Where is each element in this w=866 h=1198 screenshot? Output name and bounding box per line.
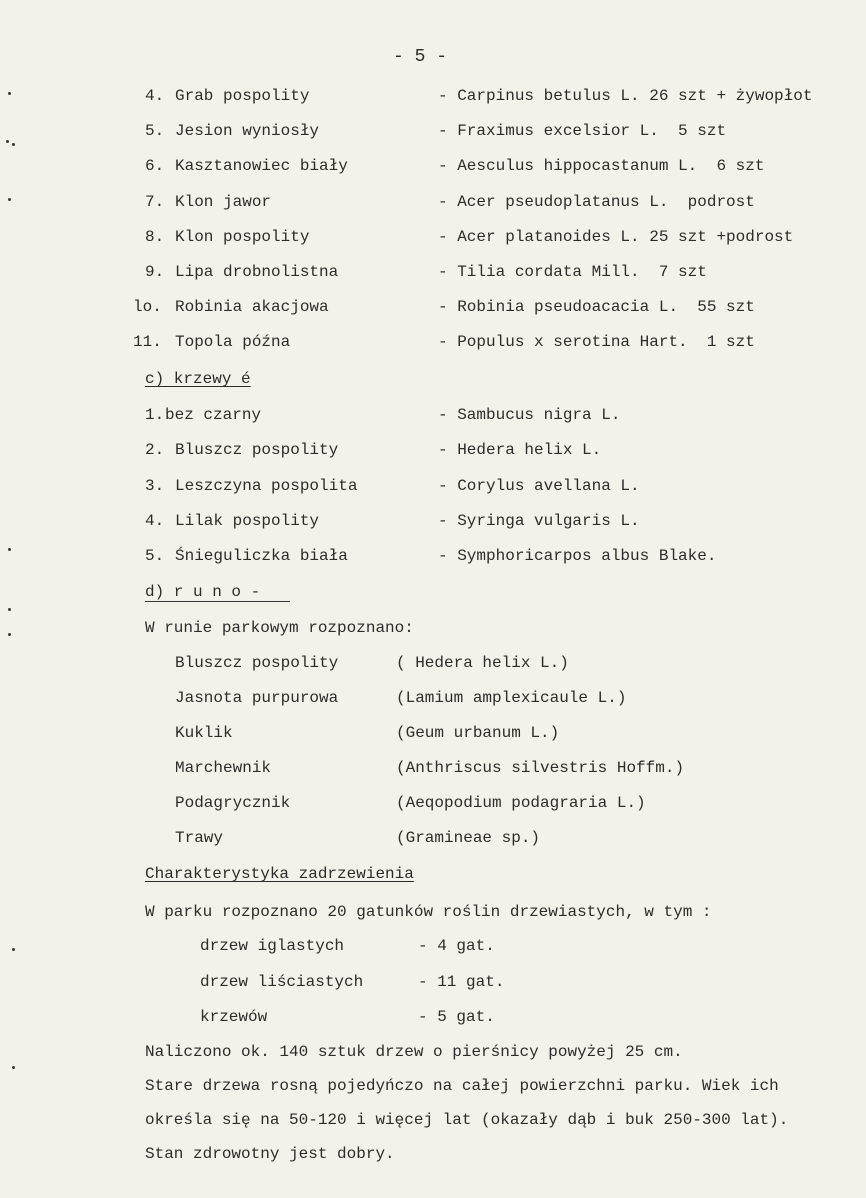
paragraph-line: określa się na 50-120 i więcej lat (okazały dąb i buk 250-300 lat). xyxy=(145,1111,789,1129)
margin-mark xyxy=(8,608,11,611)
shrub-num: 5. xyxy=(145,547,165,565)
margin-mark xyxy=(12,948,15,951)
runo-latin: (Anthriscus silvestris Hoffm.) xyxy=(396,759,685,777)
margin-mark xyxy=(6,140,9,143)
tree-latin: - Populus x serotina Hart. 1 szt xyxy=(438,333,755,351)
runo-latin: (Geum urbanum L.) xyxy=(396,724,560,742)
runo-name: Jasnota purpurowa xyxy=(175,689,339,707)
char-value: - 4 gat. xyxy=(418,937,495,955)
shrub-latin: - Corylus avellana L. xyxy=(438,477,640,495)
tree-latin: - Acer platanoides L. 25 szt +podrost xyxy=(438,228,794,246)
margin-mark xyxy=(8,92,11,95)
margin-mark xyxy=(8,633,11,636)
tree-num: 11. xyxy=(133,333,162,351)
char-label: drzew iglastych xyxy=(200,937,345,955)
margin-mark xyxy=(12,143,15,146)
paragraph-line: Stan zdrowotny jest dobry. xyxy=(145,1145,395,1163)
tree-name: Jesion wyniosły xyxy=(175,122,320,140)
shrub-num: 1. xyxy=(145,406,165,424)
shrub-num: 4. xyxy=(145,512,165,530)
tree-num: lo. xyxy=(133,298,162,316)
runo-heading-underline xyxy=(145,601,290,602)
shrub-latin: - Hedera helix L. xyxy=(438,441,602,459)
tree-num: 5. xyxy=(145,122,165,140)
shrub-latin: - Syringa vulgaris L. xyxy=(438,512,640,530)
shrub-num: 3. xyxy=(145,477,165,495)
runo-name: Trawy xyxy=(175,829,224,847)
tree-num: 7. xyxy=(145,193,165,211)
shrub-latin: - Symphoricarpos albus Blake. xyxy=(438,547,717,565)
runo-name: Marchewnik xyxy=(175,759,272,777)
margin-mark xyxy=(12,1066,15,1069)
char-intro: W parku rozpoznano 20 gatunków roślin drzewiastych, w tym : xyxy=(145,903,712,921)
char-label: krzewów xyxy=(200,1008,268,1026)
shrubs-heading: c) krzewy é xyxy=(145,370,251,388)
tree-name: Topola późna xyxy=(175,333,291,351)
margin-mark xyxy=(8,548,11,551)
shrub-name: Leszczyna pospolita xyxy=(175,477,358,495)
shrub-name: Bluszcz pospolity xyxy=(175,441,339,459)
runo-latin: ( Hedera helix L.) xyxy=(396,654,569,672)
tree-latin: - Robinia pseudoacacia L. 55 szt xyxy=(438,298,755,316)
page-number: - 5 - xyxy=(393,47,448,67)
shrub-name: Śnieguliczka biała xyxy=(175,547,348,565)
tree-num: 6. xyxy=(145,157,165,175)
tree-latin: - Aesculus hippocastanum L. 6 szt xyxy=(438,157,765,175)
char-value: - 11 gat. xyxy=(418,973,505,991)
char-value: - 5 gat. xyxy=(418,1008,495,1026)
paragraph-line: Naliczono ok. 140 sztuk drzew o pierśnicy powyżej 25 cm. xyxy=(145,1043,683,1061)
tree-num: 8. xyxy=(145,228,165,246)
margin-mark xyxy=(8,198,11,201)
char-heading: Charakterystyka zadrzewienia xyxy=(145,865,414,883)
tree-latin: - Fraximus excelsior L. 5 szt xyxy=(438,122,727,140)
tree-latin: - Tilia cordata Mill. 7 szt xyxy=(438,263,707,281)
tree-name: Lipa drobnolistna xyxy=(175,263,339,281)
runo-latin: (Aeqopodium podagraria L.) xyxy=(396,794,646,812)
tree-name: Robinia akacjowa xyxy=(175,298,329,316)
char-label: drzew liściastych xyxy=(200,973,364,991)
tree-latin: - Acer pseudoplatanus L. podrost xyxy=(438,193,755,211)
tree-name: Kasztanowiec biały xyxy=(175,157,348,175)
tree-name: Grab pospolity xyxy=(175,87,310,105)
runo-name: Kuklik xyxy=(175,724,233,742)
runo-name: Bluszcz pospolity xyxy=(175,654,339,672)
tree-num: 9. xyxy=(145,263,165,281)
runo-latin: (Gramineae sp.) xyxy=(396,829,541,847)
shrub-name: bez czarny xyxy=(165,406,262,424)
shrub-name: Lilak pospolity xyxy=(175,512,320,530)
runo-heading: d) r u n o - xyxy=(145,583,261,601)
tree-name: Klon jawor xyxy=(175,193,272,211)
tree-num: 4. xyxy=(145,87,165,105)
runo-intro: W runie parkowym rozpoznano: xyxy=(145,619,414,637)
shrub-latin: - Sambucus nigra L. xyxy=(438,406,621,424)
tree-latin: - Carpinus betulus L. 26 szt + żywopłot xyxy=(438,87,813,105)
tree-name: Klon pospolity xyxy=(175,228,310,246)
shrub-num: 2. xyxy=(145,441,165,459)
paragraph-line: Stare drzewa rosną pojedyńczo na całej powierzchni parku. Wiek ich xyxy=(145,1077,779,1095)
runo-latin: (Lamium amplexicaule L.) xyxy=(396,689,627,707)
runo-name: Podagrycznik xyxy=(175,794,291,812)
